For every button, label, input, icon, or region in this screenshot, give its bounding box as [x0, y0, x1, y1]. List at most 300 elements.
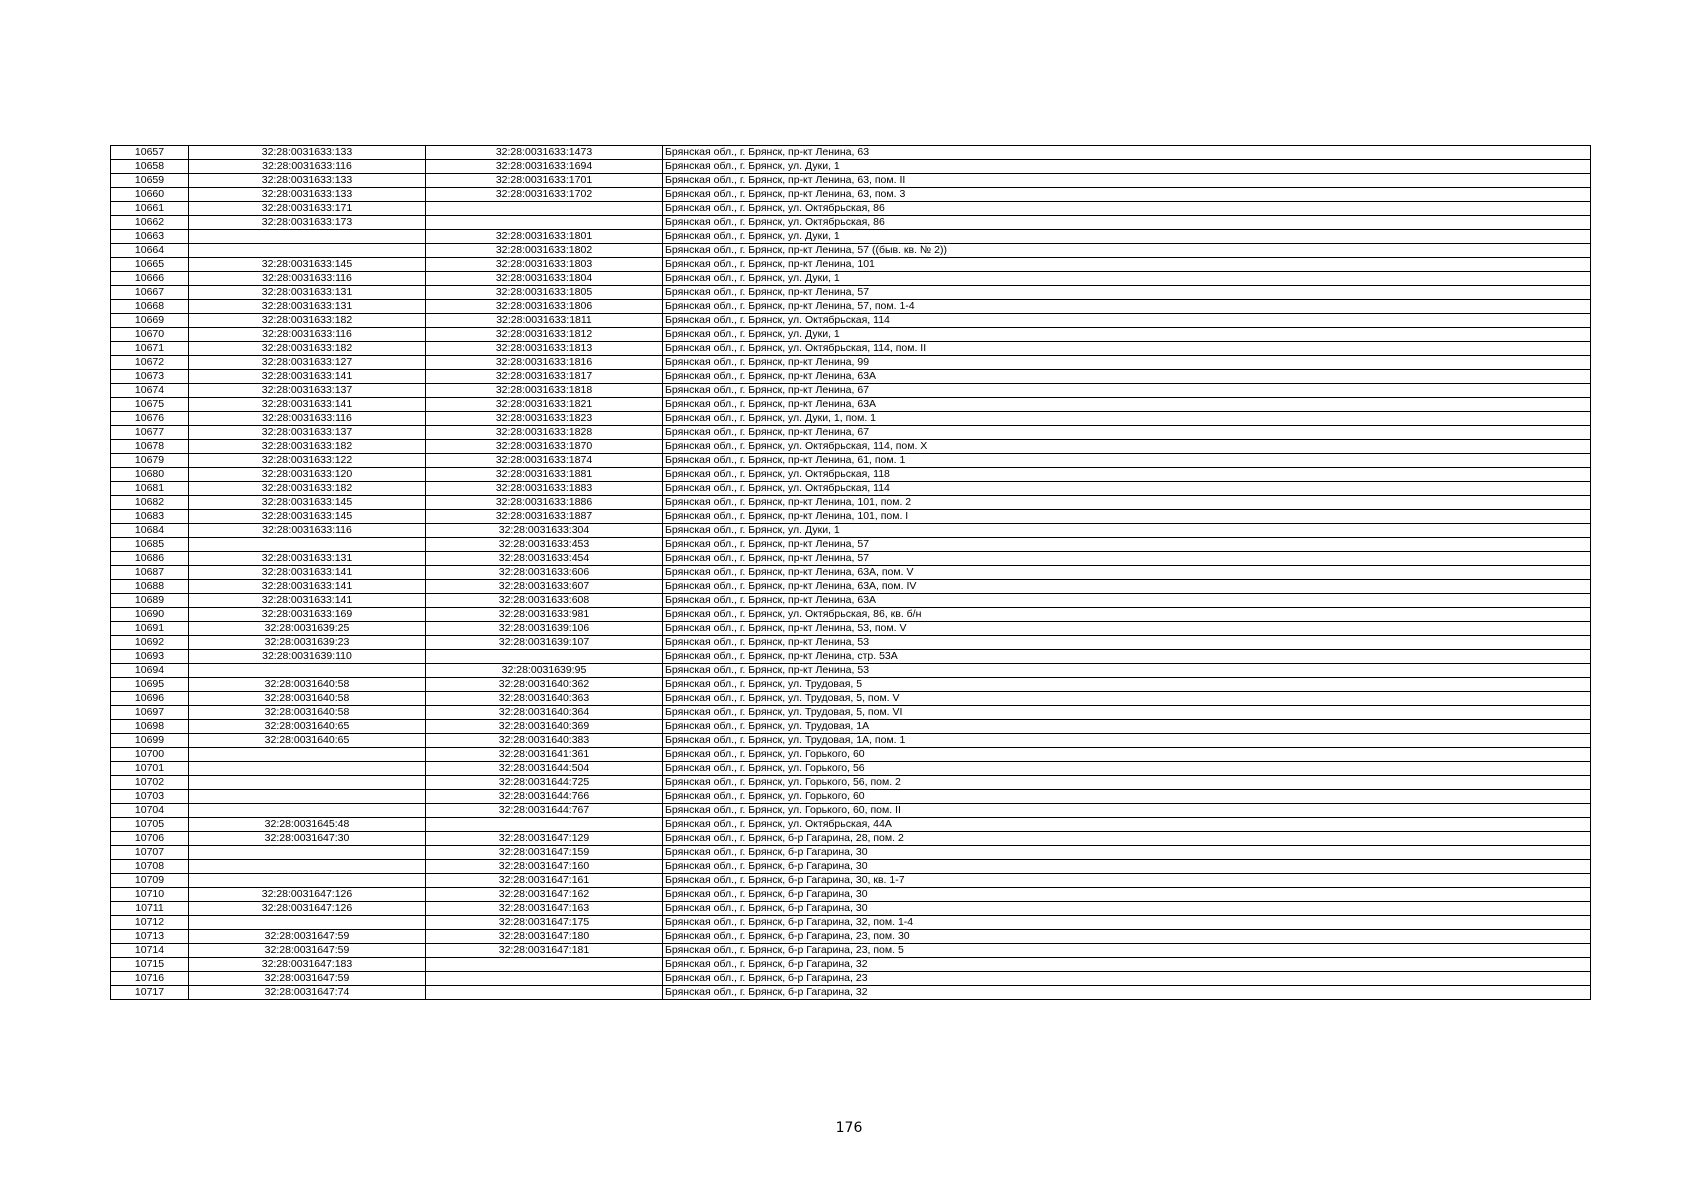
- table-row: [111, 202, 1591, 216]
- address-cell: Брянская обл., г. Брянск, б-р Гагарина, 23, пом. 30: [663, 930, 1591, 944]
- table-row: [111, 916, 1591, 930]
- row-number-cell: 10707: [111, 846, 189, 860]
- row-number-cell: 10659: [111, 174, 189, 188]
- parcel-number-cell: 32:28:0031633:141: [189, 594, 426, 608]
- table-row: [111, 342, 1591, 356]
- address-cell: Брянская обл., г. Брянск, б-р Гагарина, 30: [663, 888, 1591, 902]
- object-number-cell: 32:28:0031633:607: [426, 580, 663, 594]
- row-number-cell: 10688: [111, 580, 189, 594]
- address-cell: Брянская обл., г. Брянск, ул. Горького, 56: [663, 762, 1591, 776]
- parcel-number-cell: 32:28:0031633:133: [189, 146, 426, 160]
- object-number-cell: 32:28:0031633:1701: [426, 174, 663, 188]
- parcel-number-cell: 32:28:0031633:182: [189, 440, 426, 454]
- row-number-cell: 10683: [111, 510, 189, 524]
- object-number-cell: 32:28:0031633:981: [426, 608, 663, 622]
- object-number-cell: 32:28:0031633:1818: [426, 384, 663, 398]
- address-cell: Брянская обл., г. Брянск, пр-кт Ленина, 67: [663, 384, 1591, 398]
- row-number-cell: 10705: [111, 818, 189, 832]
- object-number-cell: 32:28:0031640:364: [426, 706, 663, 720]
- object-number-cell: 32:28:0031640:363: [426, 692, 663, 706]
- address-cell: Брянская обл., г. Брянск, пр-кт Ленина, 53: [663, 664, 1591, 678]
- parcel-number-cell: 32:28:0031647:30: [189, 832, 426, 846]
- address-cell: Брянская обл., г. Брянск, б-р Гагарина, 30: [663, 902, 1591, 916]
- object-number-cell: 32:28:0031647:129: [426, 832, 663, 846]
- parcel-number-cell: 32:28:0031647:126: [189, 888, 426, 902]
- object-number-cell: 32:28:0031633:1811: [426, 314, 663, 328]
- table-row: [111, 594, 1591, 608]
- row-number-cell: 10708: [111, 860, 189, 874]
- row-number-cell: 10657: [111, 146, 189, 160]
- parcel-number-cell: 32:28:0031633:141: [189, 566, 426, 580]
- row-number-cell: 10690: [111, 608, 189, 622]
- parcel-number-cell: 32:28:0031647:74: [189, 986, 426, 1000]
- parcel-number-cell: [189, 748, 426, 762]
- parcel-number-cell: 32:28:0031633:145: [189, 510, 426, 524]
- parcel-number-cell: [189, 790, 426, 804]
- object-number-cell: 32:28:0031647:175: [426, 916, 663, 930]
- table-row: [111, 286, 1591, 300]
- table-row: [111, 678, 1591, 692]
- table-row: [111, 174, 1591, 188]
- parcel-number-cell: 32:28:0031633:145: [189, 258, 426, 272]
- object-number-cell: 32:28:0031647:180: [426, 930, 663, 944]
- parcel-number-cell: 32:28:0031639:110: [189, 650, 426, 664]
- object-number-cell: 32:28:0031640:362: [426, 678, 663, 692]
- row-number-cell: 10693: [111, 650, 189, 664]
- table-row: [111, 440, 1591, 454]
- table-row: [111, 552, 1591, 566]
- row-number-cell: 10717: [111, 986, 189, 1000]
- table-row: [111, 230, 1591, 244]
- row-number-cell: 10714: [111, 944, 189, 958]
- table-row: [111, 328, 1591, 342]
- page-number: 176: [835, 1120, 863, 1136]
- parcel-number-cell: 32:28:0031633:131: [189, 552, 426, 566]
- object-number-cell: 32:28:0031641:361: [426, 748, 663, 762]
- parcel-number-cell: 32:28:0031633:145: [189, 496, 426, 510]
- parcel-number-cell: 32:28:0031633:141: [189, 370, 426, 384]
- address-cell: Брянская обл., г. Брянск, ул. Трудовая, 5: [663, 678, 1591, 692]
- parcel-number-cell: 32:28:0031633:116: [189, 160, 426, 174]
- parcel-number-cell: 32:28:0031645:48: [189, 818, 426, 832]
- parcel-number-cell: 32:28:0031633:131: [189, 286, 426, 300]
- parcel-number-cell: [189, 538, 426, 552]
- address-cell: Брянская обл., г. Брянск, пр-кт Ленина, 101, пом. I: [663, 510, 1591, 524]
- address-cell: Брянская обл., г. Брянск, б-р Гагарина, 23: [663, 972, 1591, 986]
- address-cell: Брянская обл., г. Брянск, ул. Дуки, 1: [663, 160, 1591, 174]
- table-row: [111, 454, 1591, 468]
- row-number-cell: 10710: [111, 888, 189, 902]
- row-number-cell: 10671: [111, 342, 189, 356]
- address-cell: Брянская обл., г. Брянск, пр-кт Ленина, 63А, пом. IV: [663, 580, 1591, 594]
- table-body: [111, 146, 1591, 1000]
- parcel-number-cell: 32:28:0031640:58: [189, 692, 426, 706]
- row-number-cell: 10661: [111, 202, 189, 216]
- parcel-number-cell: [189, 860, 426, 874]
- object-number-cell: 32:28:0031639:107: [426, 636, 663, 650]
- table-row: [111, 608, 1591, 622]
- parcel-number-cell: 32:28:0031633:173: [189, 216, 426, 230]
- parcel-number-cell: [189, 776, 426, 790]
- object-number-cell: 32:28:0031633:1694: [426, 160, 663, 174]
- row-number-cell: 10709: [111, 874, 189, 888]
- parcel-number-cell: 32:28:0031640:58: [189, 678, 426, 692]
- parcel-number-cell: [189, 916, 426, 930]
- parcel-number-cell: [189, 874, 426, 888]
- address-cell: Брянская обл., г. Брянск, ул. Горького, 60: [663, 748, 1591, 762]
- parcel-number-cell: 32:28:0031633:116: [189, 328, 426, 342]
- row-number-cell: 10715: [111, 958, 189, 972]
- object-number-cell: 32:28:0031633:1816: [426, 356, 663, 370]
- row-number-cell: 10669: [111, 314, 189, 328]
- address-cell: Брянская обл., г. Брянск, пр-кт Ленина, 63, пом. 3: [663, 188, 1591, 202]
- row-number-cell: 10680: [111, 468, 189, 482]
- object-number-cell: 32:28:0031644:725: [426, 776, 663, 790]
- address-cell: Брянская обл., г. Брянск, ул. Трудовая, 1А, пом. 1: [663, 734, 1591, 748]
- table-row: [111, 258, 1591, 272]
- object-number-cell: [426, 650, 663, 664]
- object-number-cell: 32:28:0031633:1803: [426, 258, 663, 272]
- table-row: [111, 412, 1591, 426]
- table-row: [111, 888, 1591, 902]
- object-number-cell: 32:28:0031633:1801: [426, 230, 663, 244]
- address-cell: Брянская обл., г. Брянск, пр-кт Ленина, 57: [663, 552, 1591, 566]
- parcel-number-cell: [189, 804, 426, 818]
- row-number-cell: 10716: [111, 972, 189, 986]
- table-row: [111, 384, 1591, 398]
- table-row: [111, 972, 1591, 986]
- table-row: [111, 930, 1591, 944]
- row-number-cell: 10672: [111, 356, 189, 370]
- object-number-cell: 32:28:0031640:369: [426, 720, 663, 734]
- address-cell: Брянская обл., г. Брянск, б-р Гагарина, 30, кв. 1-7: [663, 874, 1591, 888]
- object-number-cell: 32:28:0031647:160: [426, 860, 663, 874]
- parcel-number-cell: 32:28:0031639:23: [189, 636, 426, 650]
- address-cell: Брянская обл., г. Брянск, пр-кт Ленина, 67: [663, 426, 1591, 440]
- table-row: [111, 958, 1591, 972]
- object-number-cell: [426, 972, 663, 986]
- object-number-cell: [426, 958, 663, 972]
- row-number-cell: 10697: [111, 706, 189, 720]
- object-number-cell: 32:28:0031647:162: [426, 888, 663, 902]
- table-row: [111, 160, 1591, 174]
- parcel-number-cell: 32:28:0031633:171: [189, 202, 426, 216]
- row-number-cell: 10679: [111, 454, 189, 468]
- table-row: [111, 538, 1591, 552]
- address-cell: Брянская обл., г. Брянск, ул. Горького, 60, пом. II: [663, 804, 1591, 818]
- object-number-cell: 32:28:0031644:766: [426, 790, 663, 804]
- row-number-cell: 10685: [111, 538, 189, 552]
- parcel-number-cell: 32:28:0031640:65: [189, 734, 426, 748]
- row-number-cell: 10698: [111, 720, 189, 734]
- object-number-cell: 32:28:0031639:95: [426, 664, 663, 678]
- row-number-cell: 10665: [111, 258, 189, 272]
- table-row: [111, 664, 1591, 678]
- parcel-number-cell: 32:28:0031640:58: [189, 706, 426, 720]
- row-number-cell: 10686: [111, 552, 189, 566]
- object-number-cell: 32:28:0031633:1813: [426, 342, 663, 356]
- object-number-cell: 32:28:0031640:383: [426, 734, 663, 748]
- object-number-cell: 32:28:0031644:767: [426, 804, 663, 818]
- object-number-cell: 32:28:0031633:1802: [426, 244, 663, 258]
- row-number-cell: 10696: [111, 692, 189, 706]
- object-number-cell: 32:28:0031633:1823: [426, 412, 663, 426]
- address-cell: Брянская обл., г. Брянск, пр-кт Ленина, 57 ((быв. кв. № 2)): [663, 244, 1591, 258]
- address-cell: Брянская обл., г. Брянск, ул. Дуки, 1: [663, 230, 1591, 244]
- address-cell: Брянская обл., г. Брянск, пр-кт Ленина, 63А: [663, 398, 1591, 412]
- object-number-cell: [426, 202, 663, 216]
- address-cell: Брянская обл., г. Брянск, ул. Октябрьская, 118: [663, 468, 1591, 482]
- table-row: [111, 846, 1591, 860]
- table-row: [111, 272, 1591, 286]
- parcel-number-cell: 32:28:0031647:59: [189, 972, 426, 986]
- parcel-number-cell: 32:28:0031633:141: [189, 398, 426, 412]
- parcel-number-cell: 32:28:0031639:25: [189, 622, 426, 636]
- table-row: [111, 706, 1591, 720]
- address-cell: Брянская обл., г. Брянск, ул. Октябрьская, 86: [663, 216, 1591, 230]
- table-row: [111, 692, 1591, 706]
- table-row: [111, 510, 1591, 524]
- parcel-number-cell: 32:28:0031633:133: [189, 188, 426, 202]
- address-cell: Брянская обл., г. Брянск, пр-кт Ленина, стр. 53А: [663, 650, 1591, 664]
- row-number-cell: 10713: [111, 930, 189, 944]
- row-number-cell: 10675: [111, 398, 189, 412]
- table-row: [111, 300, 1591, 314]
- parcel-number-cell: 32:28:0031633:116: [189, 524, 426, 538]
- row-number-cell: 10678: [111, 440, 189, 454]
- object-number-cell: 32:28:0031633:608: [426, 594, 663, 608]
- row-number-cell: 10689: [111, 594, 189, 608]
- row-number-cell: 10702: [111, 776, 189, 790]
- object-number-cell: 32:28:0031633:1883: [426, 482, 663, 496]
- address-cell: Брянская обл., г. Брянск, ул. Трудовая, 5, пом. V: [663, 692, 1591, 706]
- object-number-cell: 32:28:0031633:1874: [426, 454, 663, 468]
- address-cell: Брянская обл., г. Брянск, ул. Трудовая, 1А: [663, 720, 1591, 734]
- row-number-cell: 10695: [111, 678, 189, 692]
- address-cell: Брянская обл., г. Брянск, б-р Гагарина, 23, пом. 5: [663, 944, 1591, 958]
- object-number-cell: 32:28:0031633:606: [426, 566, 663, 580]
- registry-table: [110, 145, 1591, 1000]
- object-number-cell: 32:28:0031639:106: [426, 622, 663, 636]
- address-cell: Брянская обл., г. Брянск, ул. Октябрьская, 114: [663, 314, 1591, 328]
- address-cell: Брянская обл., г. Брянск, пр-кт Ленина, 63, пом. II: [663, 174, 1591, 188]
- object-number-cell: 32:28:0031633:304: [426, 524, 663, 538]
- table-row: [111, 566, 1591, 580]
- table-row: [111, 146, 1591, 160]
- address-cell: Брянская обл., г. Брянск, пр-кт Ленина, 101, пом. 2: [663, 496, 1591, 510]
- row-number-cell: 10700: [111, 748, 189, 762]
- row-number-cell: 10677: [111, 426, 189, 440]
- object-number-cell: 32:28:0031644:504: [426, 762, 663, 776]
- table-row: [111, 902, 1591, 916]
- address-cell: Брянская обл., г. Брянск, б-р Гагарина, 28, пом. 2: [663, 832, 1591, 846]
- object-number-cell: 32:28:0031633:1805: [426, 286, 663, 300]
- parcel-number-cell: 32:28:0031633:141: [189, 580, 426, 594]
- address-cell: Брянская обл., г. Брянск, ул. Дуки, 1: [663, 272, 1591, 286]
- row-number-cell: 10674: [111, 384, 189, 398]
- row-number-cell: 10703: [111, 790, 189, 804]
- table-row: [111, 790, 1591, 804]
- row-number-cell: 10660: [111, 188, 189, 202]
- parcel-number-cell: 32:28:0031633:127: [189, 356, 426, 370]
- object-number-cell: 32:28:0031647:161: [426, 874, 663, 888]
- object-number-cell: 32:28:0031633:1804: [426, 272, 663, 286]
- table-row: [111, 986, 1591, 1000]
- row-number-cell: 10692: [111, 636, 189, 650]
- parcel-number-cell: 32:28:0031647:59: [189, 944, 426, 958]
- row-number-cell: 10706: [111, 832, 189, 846]
- object-number-cell: 32:28:0031633:454: [426, 552, 663, 566]
- row-number-cell: 10711: [111, 902, 189, 916]
- row-number-cell: 10701: [111, 762, 189, 776]
- table-row: [111, 944, 1591, 958]
- parcel-number-cell: 32:28:0031633:182: [189, 482, 426, 496]
- row-number-cell: 10668: [111, 300, 189, 314]
- address-cell: Брянская обл., г. Брянск, пр-кт Ленина, 53, пом. V: [663, 622, 1591, 636]
- table-row: [111, 818, 1591, 832]
- object-number-cell: 32:28:0031633:1473: [426, 146, 663, 160]
- table-row: [111, 580, 1591, 594]
- object-number-cell: 32:28:0031633:1806: [426, 300, 663, 314]
- object-number-cell: [426, 818, 663, 832]
- parcel-number-cell: 32:28:0031633:116: [189, 412, 426, 426]
- row-number-cell: 10704: [111, 804, 189, 818]
- parcel-number-cell: 32:28:0031633:116: [189, 272, 426, 286]
- parcel-number-cell: [189, 762, 426, 776]
- row-number-cell: 10684: [111, 524, 189, 538]
- table-row: [111, 524, 1591, 538]
- parcel-number-cell: 32:28:0031633:169: [189, 608, 426, 622]
- object-number-cell: 32:28:0031647:163: [426, 902, 663, 916]
- address-cell: Брянская обл., г. Брянск, пр-кт Ленина, 61, пом. 1: [663, 454, 1591, 468]
- address-cell: Брянская обл., г. Брянск, ул. Октябрьская, 114, пом. II: [663, 342, 1591, 356]
- address-cell: Брянская обл., г. Брянск, б-р Гагарина, 32, пом. 1-4: [663, 916, 1591, 930]
- parcel-number-cell: 32:28:0031633:133: [189, 174, 426, 188]
- address-cell: Брянская обл., г. Брянск, ул. Октябрьская, 86: [663, 202, 1591, 216]
- address-cell: Брянская обл., г. Брянск, пр-кт Ленина, 63А: [663, 370, 1591, 384]
- address-cell: Брянская обл., г. Брянск, пр-кт Ленина, 63А: [663, 594, 1591, 608]
- table-row: [111, 314, 1591, 328]
- parcel-number-cell: 32:28:0031633:182: [189, 314, 426, 328]
- row-number-cell: 10691: [111, 622, 189, 636]
- object-number-cell: 32:28:0031633:1812: [426, 328, 663, 342]
- address-cell: Брянская обл., г. Брянск, ул. Дуки, 1: [663, 328, 1591, 342]
- object-number-cell: [426, 216, 663, 230]
- object-number-cell: 32:28:0031647:159: [426, 846, 663, 860]
- row-number-cell: 10670: [111, 328, 189, 342]
- parcel-number-cell: [189, 846, 426, 860]
- object-number-cell: 32:28:0031633:1870: [426, 440, 663, 454]
- address-cell: Брянская обл., г. Брянск, пр-кт Ленина, 53: [663, 636, 1591, 650]
- address-cell: Брянская обл., г. Брянск, пр-кт Ленина, 99: [663, 356, 1591, 370]
- object-number-cell: 32:28:0031633:1887: [426, 510, 663, 524]
- parcel-number-cell: 32:28:0031633:137: [189, 384, 426, 398]
- table-row: [111, 188, 1591, 202]
- object-number-cell: 32:28:0031633:1702: [426, 188, 663, 202]
- parcel-number-cell: 32:28:0031647:126: [189, 902, 426, 916]
- row-number-cell: 10663: [111, 230, 189, 244]
- row-number-cell: 10664: [111, 244, 189, 258]
- address-cell: Брянская обл., г. Брянск, пр-кт Ленина, 57: [663, 538, 1591, 552]
- object-number-cell: 32:28:0031633:1817: [426, 370, 663, 384]
- table-row: [111, 832, 1591, 846]
- table-row: [111, 860, 1591, 874]
- row-number-cell: 10712: [111, 916, 189, 930]
- address-cell: Брянская обл., г. Брянск, б-р Гагарина, 32: [663, 986, 1591, 1000]
- address-cell: Брянская обл., г. Брянск, ул. Октябрьская, 86, кв. б/н: [663, 608, 1591, 622]
- address-cell: Брянская обл., г. Брянск, ул. Горького, 60: [663, 790, 1591, 804]
- address-cell: Брянская обл., г. Брянск, ул. Дуки, 1: [663, 524, 1591, 538]
- parcel-number-cell: 32:28:0031633:122: [189, 454, 426, 468]
- table-row: [111, 720, 1591, 734]
- object-number-cell: 32:28:0031633:1881: [426, 468, 663, 482]
- address-cell: Брянская обл., г. Брянск, ул. Трудовая, 5, пом. VI: [663, 706, 1591, 720]
- table-row: [111, 748, 1591, 762]
- parcel-number-cell: [189, 664, 426, 678]
- table-row: [111, 622, 1591, 636]
- parcel-number-cell: 32:28:0031647:59: [189, 930, 426, 944]
- row-number-cell: 10681: [111, 482, 189, 496]
- table-row: [111, 244, 1591, 258]
- parcel-number-cell: 32:28:0031640:65: [189, 720, 426, 734]
- row-number-cell: 10658: [111, 160, 189, 174]
- address-cell: Брянская обл., г. Брянск, пр-кт Ленина, 57: [663, 286, 1591, 300]
- row-number-cell: 10676: [111, 412, 189, 426]
- table-row: [111, 356, 1591, 370]
- parcel-number-cell: 32:28:0031647:183: [189, 958, 426, 972]
- row-number-cell: 10687: [111, 566, 189, 580]
- parcel-number-cell: 32:28:0031633:182: [189, 342, 426, 356]
- table-row: [111, 734, 1591, 748]
- object-number-cell: 32:28:0031633:453: [426, 538, 663, 552]
- parcel-number-cell: [189, 244, 426, 258]
- address-cell: Брянская обл., г. Брянск, б-р Гагарина, 30: [663, 860, 1591, 874]
- table-row: [111, 650, 1591, 664]
- address-cell: Брянская обл., г. Брянск, ул. Октябрьская, 114: [663, 482, 1591, 496]
- row-number-cell: 10662: [111, 216, 189, 230]
- address-cell: Брянская обл., г. Брянск, пр-кт Ленина, 63: [663, 146, 1591, 160]
- parcel-number-cell: 32:28:0031633:120: [189, 468, 426, 482]
- object-number-cell: 32:28:0031633:1886: [426, 496, 663, 510]
- row-number-cell: 10666: [111, 272, 189, 286]
- object-number-cell: 32:28:0031633:1821: [426, 398, 663, 412]
- parcel-number-cell: [189, 230, 426, 244]
- row-number-cell: 10699: [111, 734, 189, 748]
- row-number-cell: 10682: [111, 496, 189, 510]
- address-cell: Брянская обл., г. Брянск, б-р Гагарина, 32: [663, 958, 1591, 972]
- table-row: [111, 370, 1591, 384]
- table-row: [111, 776, 1591, 790]
- table-row: [111, 216, 1591, 230]
- table-row: [111, 636, 1591, 650]
- address-cell: Брянская обл., г. Брянск, ул. Горького, 56, пом. 2: [663, 776, 1591, 790]
- table-row: [111, 496, 1591, 510]
- address-cell: Брянская обл., г. Брянск, пр-кт Ленина, 63А, пом. V: [663, 566, 1591, 580]
- object-number-cell: 32:28:0031633:1828: [426, 426, 663, 440]
- address-cell: Брянская обл., г. Брянск, пр-кт Ленина, 57, пом. 1-4: [663, 300, 1591, 314]
- table-row: [111, 482, 1591, 496]
- table-row: [111, 804, 1591, 818]
- row-number-cell: 10667: [111, 286, 189, 300]
- address-cell: Брянская обл., г. Брянск, ул. Октябрьская, 114, пом. X: [663, 440, 1591, 454]
- table-row: [111, 426, 1591, 440]
- row-number-cell: 10673: [111, 370, 189, 384]
- table-row: [111, 874, 1591, 888]
- table-row: [111, 468, 1591, 482]
- parcel-number-cell: 32:28:0031633:137: [189, 426, 426, 440]
- table-row: [111, 398, 1591, 412]
- address-cell: Брянская обл., г. Брянск, ул. Дуки, 1, пом. 1: [663, 412, 1591, 426]
